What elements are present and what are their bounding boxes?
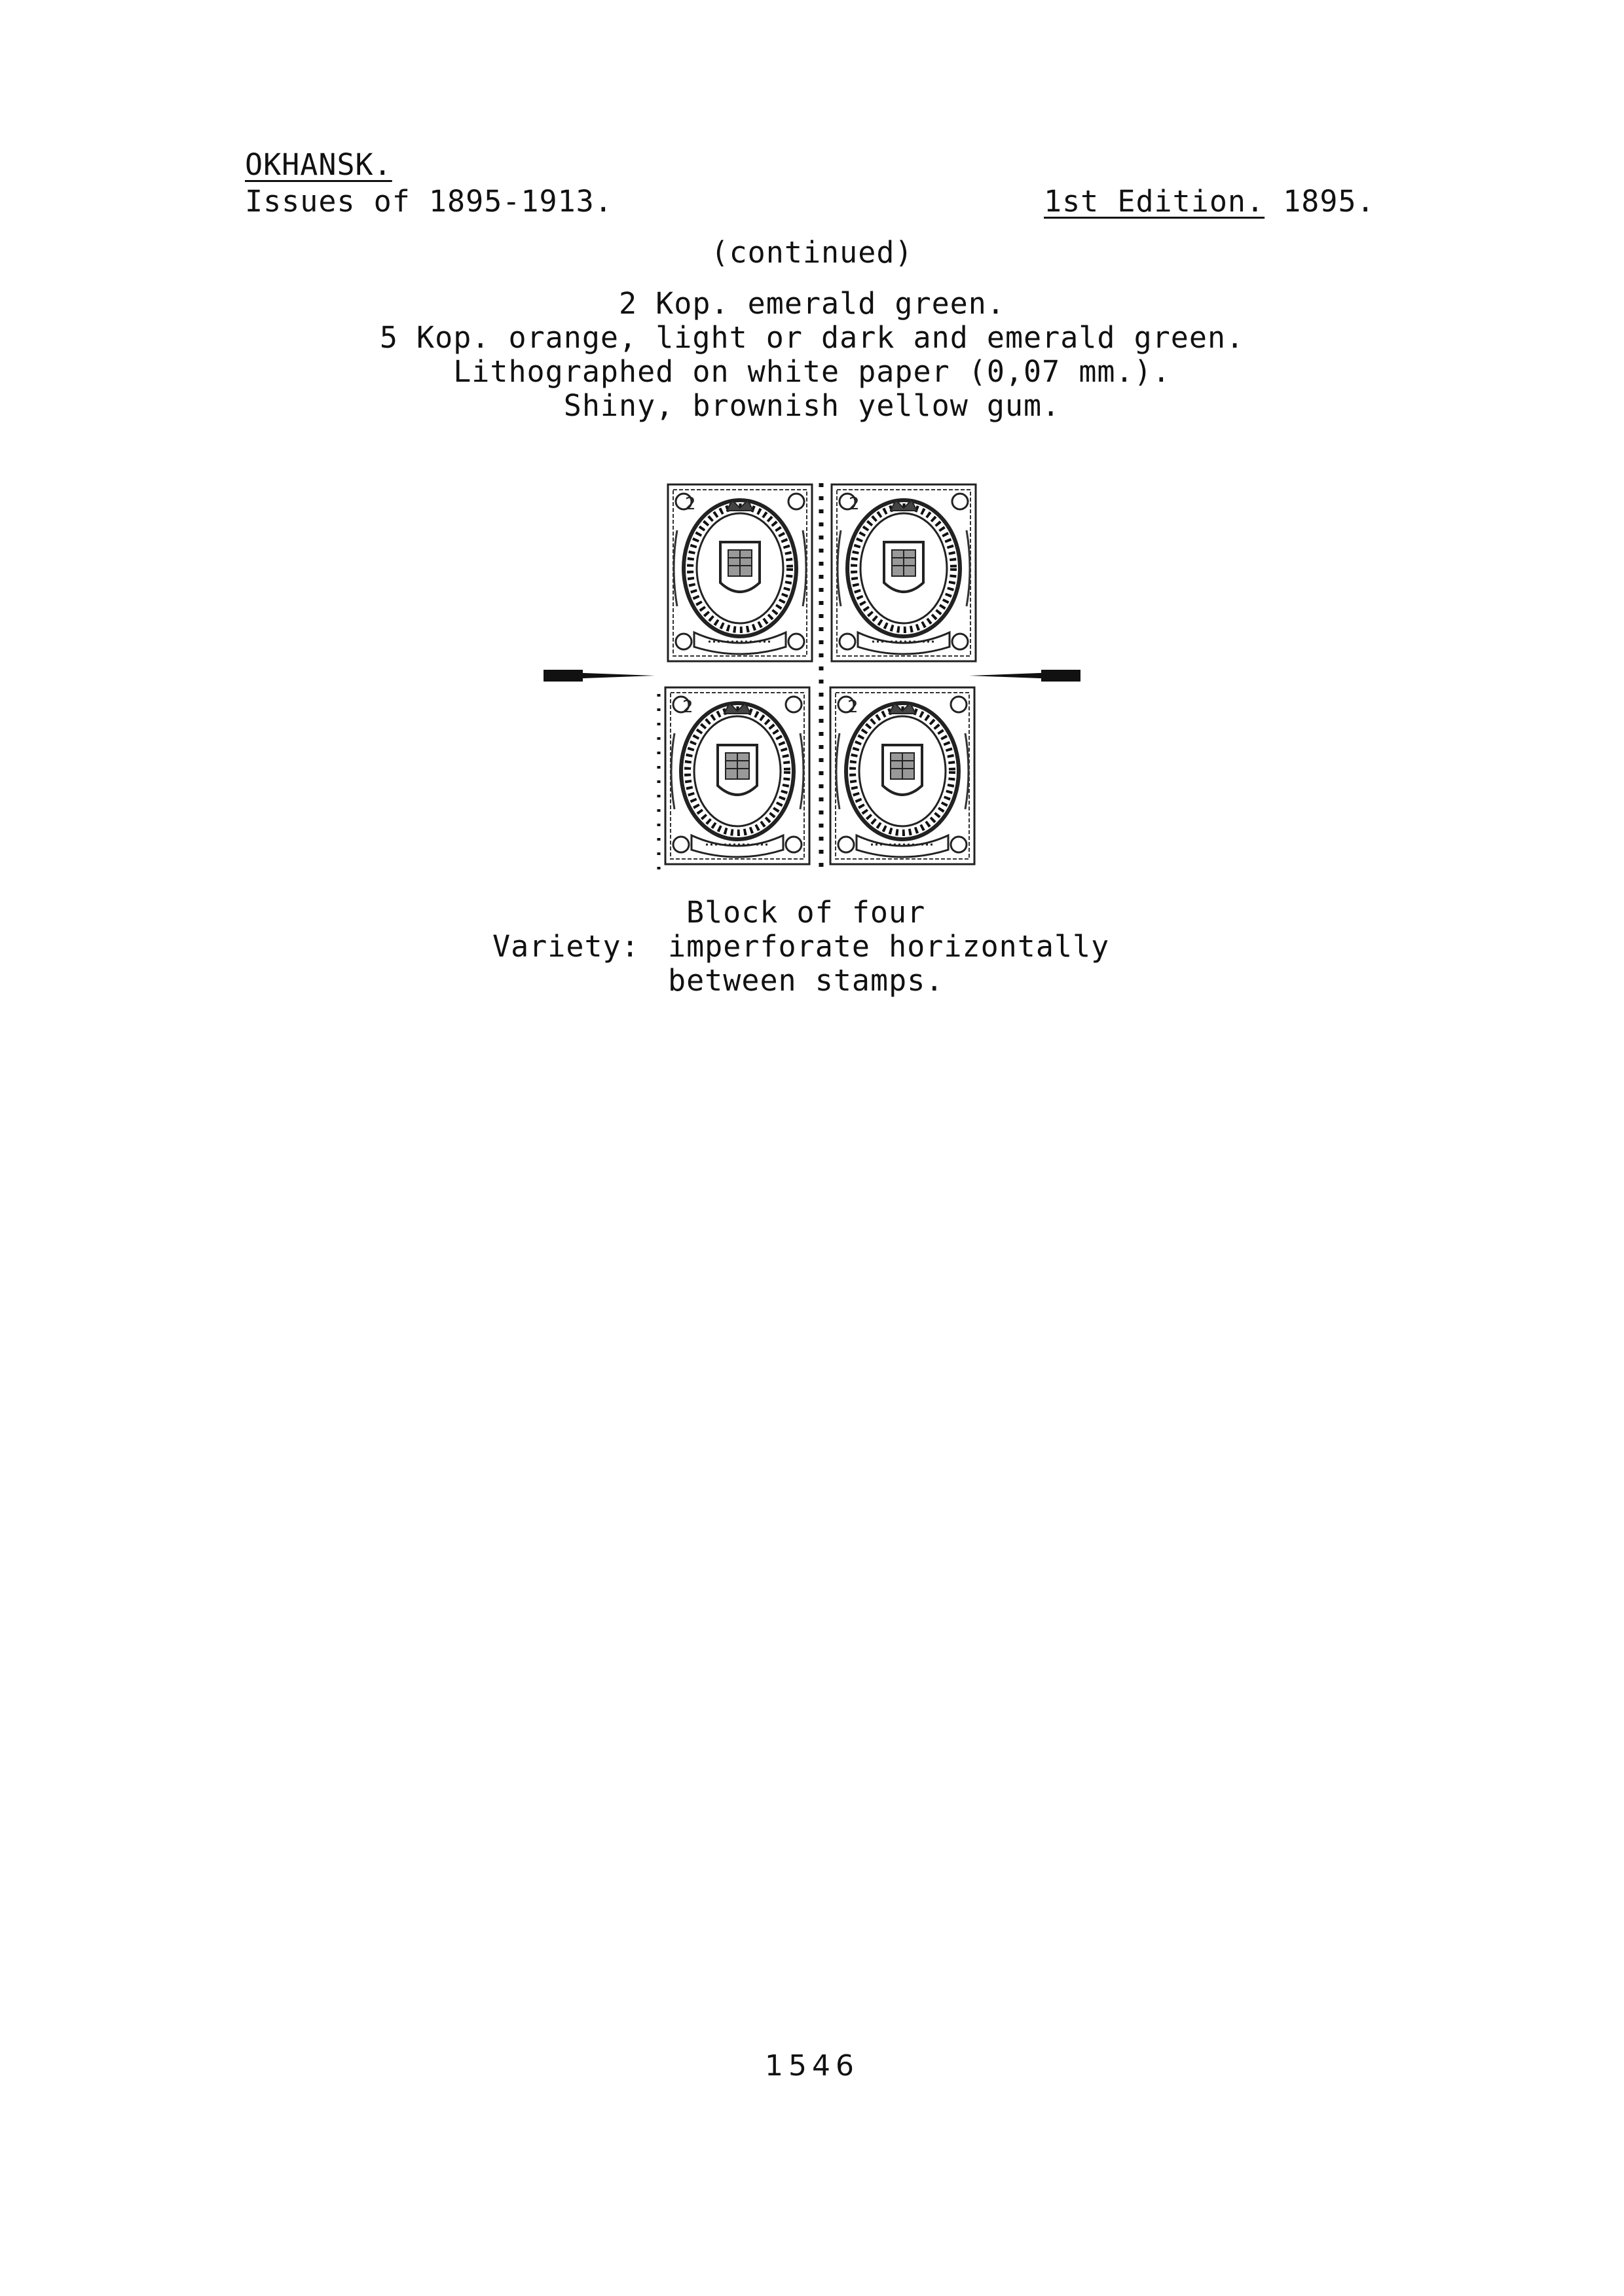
caption-title: Block of four <box>686 895 926 930</box>
stamp-block-illustration <box>537 471 1087 890</box>
continued-note: (continued) <box>710 235 913 270</box>
left-arrow-tail <box>544 670 583 682</box>
denomination-bottom-right: 2 <box>847 697 858 717</box>
description-line-3: Lithographed on white paper (0,07 mm.). <box>453 354 1171 389</box>
description-line-1: 2 Kop. emerald green. <box>619 286 1005 321</box>
caption-variety-line-1: imperforate horizontally <box>668 929 1110 964</box>
edition-label: 1st Edition. <box>1044 184 1265 219</box>
edition-heading <box>1044 185 1375 219</box>
right-arrow-tail <box>1041 670 1080 682</box>
description-line-2: 5 Kop. orange, light or dark and emerald green. <box>379 320 1245 355</box>
edition-year: 1895. <box>1283 184 1375 219</box>
denomination-bottom-left: 2 <box>682 697 693 717</box>
denomination-top-left: 2 <box>685 494 696 514</box>
description-line-4: Shiny, brownish yellow gum. <box>563 388 1061 423</box>
issues-heading: Issues of 1895-1913. <box>245 184 613 219</box>
caption-variety-label: Variety: <box>492 929 640 964</box>
denomination-top-right: 2 <box>849 494 860 514</box>
page-number: 1546 <box>765 2049 859 2083</box>
place-title: OKHANSK. <box>245 147 392 182</box>
caption-variety-line-2: between stamps. <box>668 963 944 998</box>
